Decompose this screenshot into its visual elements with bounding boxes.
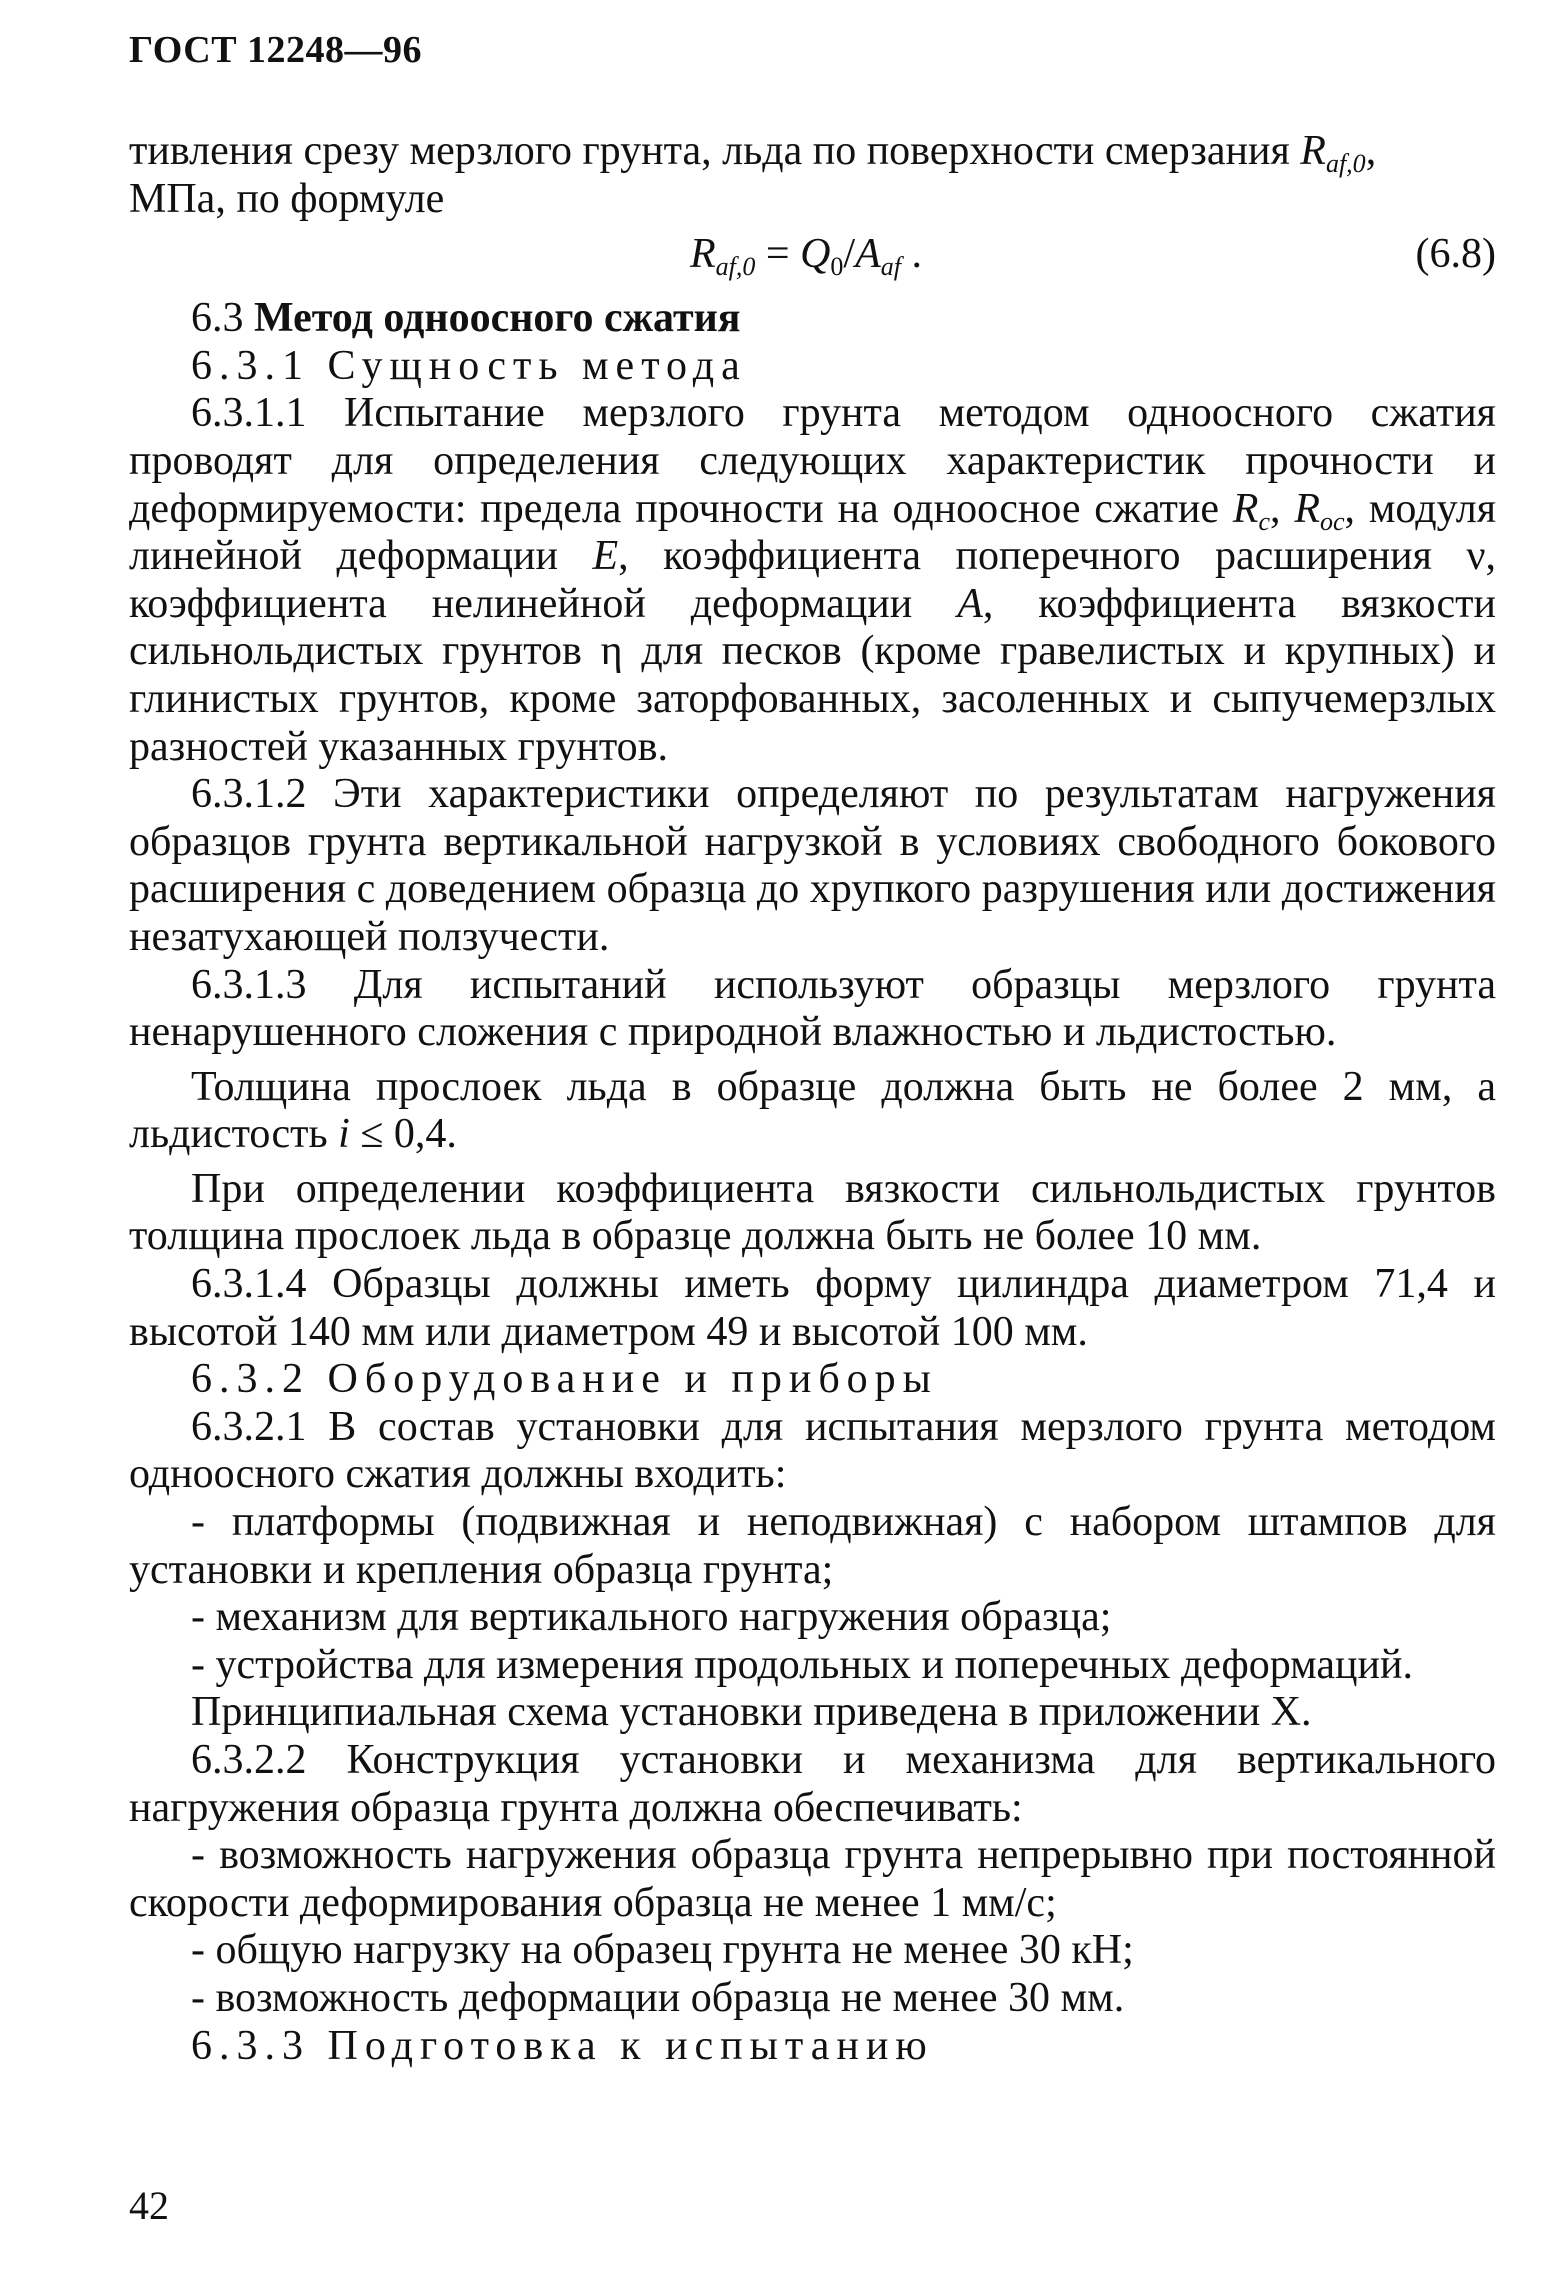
subsection-heading-6-3-3: 6.3.3 Подготовка к испытанию (191, 2022, 934, 2069)
paragraph-6-3-2-2: 6.3.2.2 Конструкция установки и механизма для вертикального нагружения образца грунта должна обеспечивать: (129, 1737, 1496, 1831)
paragraph-6-3-1-3: 6.3.1.3 Для испытаний используют образцы мерзлого грунта ненарушенного сложения с природной влажностью и льдистостью. (129, 961, 1496, 1056)
paragraph-6-3-1-4: 6.3.1.4 Образцы должны иметь форму цилиндра диаметром 71,4 и высотой 140 мм или диаметром 49 и высотой 100 мм. (129, 1261, 1496, 1355)
paragraph-viscosity: При определении коэффициента вязкости сильнольдистых грунтов толщина прослоек льда в образце должна быть не более 10 мм. (129, 1165, 1496, 1260)
symbol-a: A (957, 580, 983, 627)
paragraph-6-3-2-1: 6.3.2.1 В состав установки для испытания мерзлого грунта методом одноосного сжатия должны входить: (129, 1403, 1496, 1498)
list-item: - общую нагрузку на образец грунта не менее 30 кН; (191, 1927, 1134, 1974)
symbol-rc: $R_c$ (1232, 485, 1270, 536)
document-header: ГОСТ 12248—96 (129, 29, 423, 71)
document-body (129, 128, 1496, 2070)
list-item: - возможность деформации образца не менее 30 мм. (191, 1974, 1125, 2021)
symbol-i: i (338, 1111, 350, 1158)
subsection-heading-6-3-1: 6.3.1 Сущность метода (191, 342, 747, 389)
symbol-r-af0: $R_{af,0}$ (1300, 128, 1366, 178)
list-item: - платформы (подвижная и неподвижная) с набором штампов для установки и крепления образца грунта; (129, 1499, 1496, 1593)
paragraph-continuation: тивления срезу мерзлого грунта, льда по поверхности смерзания $R_{af,0}$, МПа, по формуле (129, 128, 1377, 222)
list-item: - устройства для измерения продольных и поперечных деформаций. (191, 1641, 1413, 1688)
list-item: - механизм для вертикального нагружения образца; (191, 1594, 1112, 1641)
paragraph-6-3-1-1: 6.3.1.1 Испытание мерзлого грунта методом одноосного сжатия проводят для определения следующих характеристик прочности и деформируемости: предела прочности на одноосное сжатие $R_c$, $R_{oc}$, модуля линейной деформации E, коэффициента поперечного расширения ν, коэффициента нелинейной деформации A, коэффициента вязкости сильнольдистых грунтов η для песков (кроме гравелистых и крупных) и глинистых грунтов, кроме заторфованных, засоленных и сыпучемерзлых разностей указанных грунтов. (129, 390, 1497, 770)
subsection-heading-6-3-2: 6.3.2 Оборудование и приборы (191, 1356, 938, 1403)
symbol-eta: η (600, 628, 623, 675)
list-item: - возможность нагружения образца грунта непрерывно при постоянной скорости деформирования образца не менее 1 мм/с; (129, 1832, 1496, 1926)
symbol-e: E (592, 533, 619, 580)
paragraph-ice-thickness: Толщина прослоек льда в образце должна быть не более 2 мм, а льдистость i ≤ 0,4. (129, 1063, 1496, 1158)
formula-expression: $R_{af,0} = Q_0/A_{af}$ . (690, 231, 922, 282)
symbol-nu: ν (1466, 533, 1486, 580)
page-number: 42 (129, 2183, 169, 2228)
formula-6-8 (129, 223, 1496, 295)
paragraph-scheme: Принципиальная схема установки приведена в приложении X. (191, 1689, 1312, 1736)
section-heading-6-3: 6.3 Метод одноосного сжатия (191, 295, 741, 342)
symbol-roc: $R_{oc}$ (1294, 485, 1345, 536)
paragraph-6-3-1-2: 6.3.1.2 Эти характеристики определяют по результатам нагружения образцов грунта вертикальной нагрузкой в условиях свободного бокового расширения с доведением образца до хрупкого разрушения или достижения незатухающей ползучести. (129, 771, 1496, 960)
formula-number: (6.8) (1415, 231, 1496, 278)
